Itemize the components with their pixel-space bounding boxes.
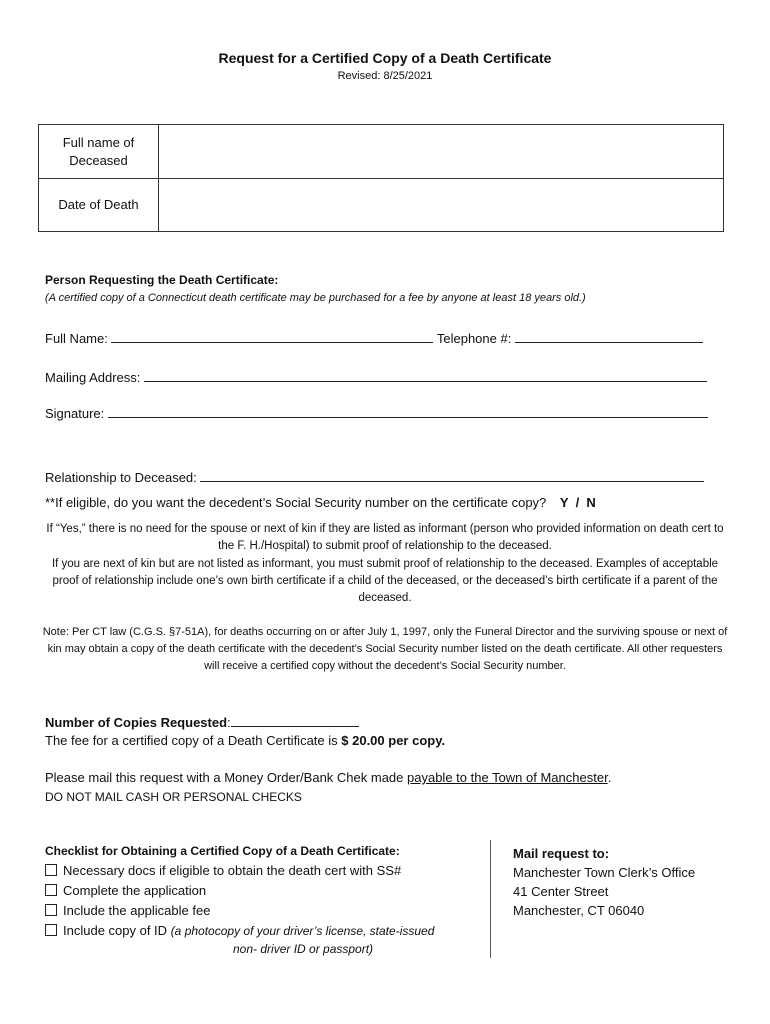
signature-row xyxy=(45,404,708,421)
checklist-item: Complete the application xyxy=(45,881,434,901)
payable-to-text: payable to the Town of Manchester xyxy=(407,770,608,785)
mail-to-heading: Mail request to: xyxy=(513,846,610,861)
full-name-deceased-row xyxy=(39,125,723,179)
info-paragraph-yes: If “Yes,” there is no need for the spouse or next of kin if they are listed as informant (person who provided information on death cert to the F. H./Hospital) to submit proof of relationship to the deceased. xyxy=(46,523,724,552)
column-divider xyxy=(490,840,491,958)
ss-question-row xyxy=(45,495,596,510)
fee-text: The fee for a certified copy of a Death Certificate is xyxy=(45,733,338,748)
mail-to-street: 41 Center Street xyxy=(513,884,609,899)
mailing-address-field[interactable] xyxy=(144,368,707,382)
telephone-label: Telephone #: xyxy=(436,331,512,346)
date-of-death-label: Date of Death xyxy=(39,179,159,231)
revised-date: Revised: 8/25/2021 xyxy=(337,70,433,82)
mail-to-city: Manchester, CT 06040 xyxy=(513,903,645,918)
signature-label: Signature: xyxy=(45,406,105,421)
id-note-line1: (a photocopy of your driver’s license, state-issued xyxy=(170,924,435,938)
signature-field[interactable] xyxy=(108,404,708,418)
checklist-heading: Checklist for Obtaining a Certified Copy of a Death Certificate: xyxy=(45,844,400,858)
checklist-item: Necessary docs if eligible to obtain the death cert with SS# xyxy=(45,861,434,881)
requester-heading: Person Requesting the Death Certificate: xyxy=(45,273,279,287)
mail-instruction-prefix: Please mail this request with a Money Order/Bank Chek made xyxy=(45,770,404,785)
ss-question-text: **If eligible, do you want the decedent’s Social Security number on the certificate copy? xyxy=(45,495,547,510)
checklist-item: Include copy of ID (a photocopy of your driver’s license, state-issued xyxy=(45,921,434,941)
fee-row xyxy=(45,733,445,748)
ss-yes-no-options[interactable]: Y / N xyxy=(559,495,596,510)
checkbox[interactable] xyxy=(45,884,57,896)
mail-to-block xyxy=(513,844,695,920)
mail-to-office: Manchester Town Clerk’s Office xyxy=(513,865,696,880)
info-note-ct-law: Note: Per CT law (C.G.S. §7-51A), for deaths occurring on or after July 1, 1997, only the Funeral Director and the surviving spouse or next of kin may obtain a copy of the death certificate with the decedent’s Social Security number listed on the death certificate. All other requesters will receive a certified copy without the decedent’s Social Security number. xyxy=(42,626,728,672)
full-name-deceased-field[interactable] xyxy=(159,125,723,178)
mail-instruction-line xyxy=(45,770,611,785)
full-name-label: Full Name: xyxy=(45,331,108,346)
copies-field[interactable] xyxy=(231,713,359,727)
relationship-label: Relationship to Deceased: xyxy=(45,470,197,485)
checklist-item: Include the applicable fee xyxy=(45,901,434,921)
copies-label: Number of Copies Requested xyxy=(45,715,228,730)
mailing-address-row xyxy=(45,368,707,385)
full-name-row xyxy=(45,329,703,346)
date-of-death-row xyxy=(39,179,723,231)
checkbox[interactable] xyxy=(45,924,57,936)
deceased-info-table xyxy=(38,124,724,232)
requester-subheading: (A certified copy of a Connecticut death certificate may be purchased for a fee by anyone at least 18 years old.) xyxy=(45,292,586,304)
fee-amount: $ 20.00 per copy. xyxy=(341,733,446,748)
full-name-deceased-label: Full name of Deceased xyxy=(39,125,159,178)
date-of-death-field[interactable] xyxy=(159,179,723,231)
copies-row: Number of Copies Requested: xyxy=(45,713,359,730)
full-name-field[interactable] xyxy=(111,329,433,343)
relationship-row xyxy=(45,468,704,485)
page-title: Request for a Certified Copy of a Death Certificate xyxy=(218,50,552,66)
checkbox[interactable] xyxy=(45,864,57,876)
relationship-field[interactable] xyxy=(200,468,704,482)
telephone-field[interactable] xyxy=(515,329,703,343)
id-note-line2: non- driver ID or passport) xyxy=(233,942,374,956)
info-paragraph-next-of-kin: If you are next of kin but are not listed as informant, you must submit proof of relationship to the deceased. Examples of acceptable proof of relationship include one’s own birth certificate if a child of the deceased, or the deceased’s birth certificate if a parent of the deceased. xyxy=(51,558,719,604)
mailing-address-label: Mailing Address: xyxy=(45,370,141,385)
no-cash-warning: DO NOT MAIL CASH OR PERSONAL CHECKS xyxy=(45,790,302,804)
checklist xyxy=(45,861,434,941)
checkbox[interactable] xyxy=(45,904,57,916)
mail-instruction-suffix: . xyxy=(607,770,612,785)
